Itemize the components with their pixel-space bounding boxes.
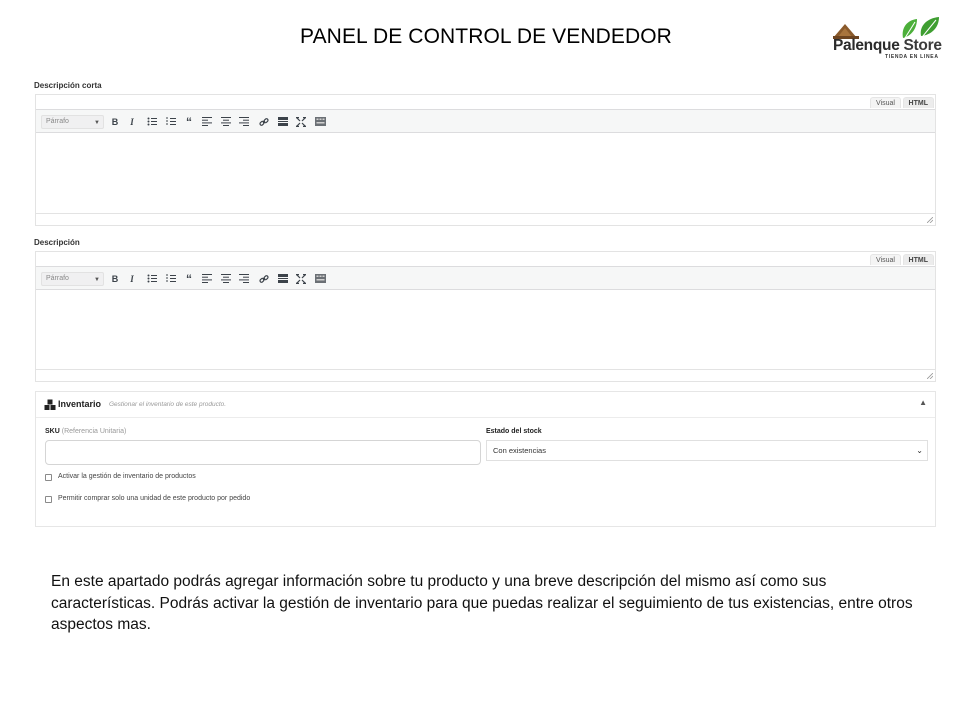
align-left-icon[interactable] (200, 115, 214, 129)
toolbar-toggle-icon[interactable] (313, 115, 327, 129)
chevron-up-icon[interactable]: ▲ (919, 398, 927, 407)
palenque-store-logo (831, 16, 943, 64)
sku-input[interactable] (45, 440, 481, 465)
stock-status-select[interactable]: Con existencias ⌄ (486, 440, 928, 461)
toolbar-toggle-icon[interactable] (313, 272, 327, 286)
resize-handle-icon[interactable] (927, 373, 933, 379)
bullet-list-icon[interactable] (145, 272, 159, 286)
align-center-icon[interactable] (219, 115, 233, 129)
numbered-list-icon[interactable] (164, 272, 178, 286)
blockquote-icon[interactable]: “ (186, 115, 192, 129)
italic-icon[interactable]: I (130, 274, 134, 284)
slide-body-text: En este apartado podrás agregar información sobre tu producto y una breve descripción del mismo así como sus características. Podrás activar la gestión de inventario para que puedas realizar el seguimiento de tus existencias, entre otros aspectos mas. (51, 573, 913, 633)
stock-status-label: Estado del stock (486, 428, 542, 435)
tab-visual[interactable]: Visual (870, 254, 901, 265)
fullscreen-icon[interactable] (294, 115, 308, 129)
align-center-icon[interactable] (219, 272, 233, 286)
description-label: Descripción (34, 238, 80, 247)
logo-wordmark: Palenque Store (833, 37, 942, 54)
inventory-subtitle: Gestionar el inventario de este producto. (109, 400, 227, 408)
description-editor (35, 251, 936, 382)
format-select[interactable]: Párrafo ▼ (41, 272, 104, 286)
tab-html[interactable]: HTML (903, 97, 934, 108)
editor-toolbar (36, 266, 935, 290)
align-right-icon[interactable] (237, 115, 251, 129)
status-bar (36, 213, 935, 225)
fullscreen-icon[interactable] (294, 272, 308, 286)
resize-handle-icon[interactable] (927, 217, 933, 223)
short-description-label: Descripción corta (34, 81, 102, 90)
slide-title: PANEL DE CONTROL DE VENDEDOR (300, 25, 672, 48)
align-right-icon[interactable] (237, 272, 251, 286)
link-icon[interactable] (257, 115, 271, 129)
inventory-panel (35, 391, 936, 527)
bold-icon[interactable]: B (111, 274, 119, 284)
short-description-text-area[interactable] (36, 133, 935, 213)
tab-visual[interactable]: Visual (870, 97, 901, 108)
inventory-header[interactable] (36, 392, 935, 418)
description-text-area[interactable] (36, 290, 935, 369)
sku-label: SKU (Referencia Unitaria) (45, 428, 127, 435)
sold-individually-label: Permitir comprar solo una unidad de este producto por pedido (58, 495, 251, 502)
bold-icon[interactable]: B (111, 117, 119, 127)
blockquote-icon[interactable]: “ (186, 272, 192, 286)
numbered-list-icon[interactable] (164, 115, 178, 129)
inventory-title: Inventario (58, 399, 102, 409)
cubes-icon (44, 399, 56, 411)
manage-stock-checkbox[interactable] (45, 474, 52, 481)
link-icon[interactable] (257, 272, 271, 286)
status-bar (36, 369, 935, 381)
format-select[interactable]: Párrafo ▼ (41, 115, 104, 129)
read-more-icon[interactable] (276, 115, 290, 129)
manage-stock-label: Activar la gestión de inventario de productos (58, 473, 196, 480)
chevron-down-icon: ⌄ (916, 446, 923, 455)
logo-tagline: TIENDA EN LINEA (885, 54, 939, 60)
bullet-list-icon[interactable] (145, 115, 159, 129)
editor-toolbar (36, 109, 935, 133)
tab-html[interactable]: HTML (903, 254, 934, 265)
align-left-icon[interactable] (200, 272, 214, 286)
short-description-editor (35, 94, 936, 226)
read-more-icon[interactable] (276, 272, 290, 286)
italic-icon[interactable]: I (130, 117, 134, 127)
sold-individually-checkbox[interactable] (45, 496, 52, 503)
